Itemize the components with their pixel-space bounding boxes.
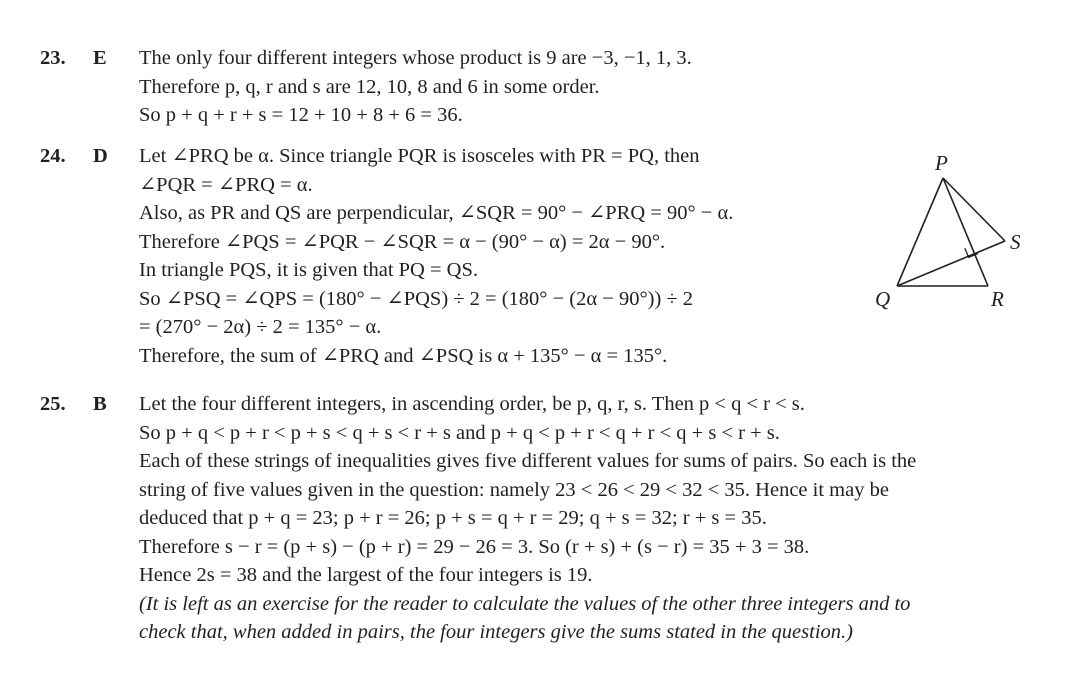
solution-line: string of five values given in the question: namely 23 < 26 < 29 < 32 < 35. Hence it may be bbox=[139, 478, 889, 501]
segment-pr bbox=[943, 178, 988, 286]
solution-line: Also, as PR and QS are perpendicular, ∠SQR = 90° − ∠PRQ = 90° − α. bbox=[139, 202, 734, 224]
solution-line: So p + q + r + s = 12 + 10 + 8 + 6 = 36. bbox=[139, 104, 463, 126]
problem-number: 23. bbox=[40, 47, 66, 69]
problem-number: 25. bbox=[40, 393, 66, 415]
solution-line: = (270° − 2α) ÷ 2 = 135° − α. bbox=[139, 316, 382, 338]
solution-line: So p + q < p + r < p + s < q + s < r + s and p + q < p + r < q + r < q + s < r + s. bbox=[139, 421, 780, 444]
answer-letter: B bbox=[93, 393, 107, 415]
solution-line: The only four different integers whose product is 9 are −3, −1, 1, 3. bbox=[139, 47, 692, 69]
solution-line: Let the four different integers, in ascending order, be p, q, r, s. Then p < q < r < s. bbox=[139, 393, 805, 415]
solution-text bbox=[139, 142, 839, 370]
solution-line: Hence 2s = 38 and the largest of the four integers is 19. bbox=[139, 564, 593, 586]
answer-letter: E bbox=[93, 47, 107, 69]
triangle-diagram bbox=[868, 150, 1038, 310]
vertex-label-s: S bbox=[1010, 230, 1021, 254]
solution-line: So ∠PSQ = ∠QPS = (180° − ∠PQS) ÷ 2 = (180° − (2α − 90°)) ÷ 2 bbox=[139, 287, 694, 310]
vertex-label-r: R bbox=[991, 287, 1004, 311]
solution-line: Let ∠PRQ be α. Since triangle PQR is isosceles with PR = PQ, then bbox=[139, 145, 700, 167]
solution-line: In triangle PQS, it is given that PQ = QS. bbox=[139, 259, 478, 281]
answer-letter: D bbox=[93, 145, 108, 167]
solution-text bbox=[139, 390, 1039, 647]
note-line: check that, when added in pairs, the four integers give the sums stated in the question.) bbox=[139, 621, 853, 643]
solution-line: Therefore p, q, r and s are 12, 10, 8 and 6 in some order. bbox=[139, 75, 600, 98]
vertex-label-q: Q bbox=[875, 287, 891, 311]
note-line: (It is left as an exercise for the reader to calculate the values of the other three integers and to bbox=[139, 592, 911, 615]
solution-line: Therefore ∠PQS = ∠PQR − ∠SQR = α − (90° − α) = 2α − 90°. bbox=[139, 230, 666, 253]
solution-line: ∠PQR = ∠PRQ = α. bbox=[139, 173, 313, 196]
solution-line: Each of these strings of inequalities gives five different values for sums of pairs. So each is the bbox=[139, 450, 917, 472]
problem-number: 24. bbox=[40, 145, 66, 167]
solution-line: Therefore s − r = (p + s) − (p + r) = 29 − 26 = 3. So (r + s) + (s − r) = 35 + 3 = 38. bbox=[139, 535, 810, 558]
solution-text bbox=[139, 44, 1039, 130]
vertex-label-p: P bbox=[935, 151, 948, 175]
solution-line: deduced that p + q = 23; p + r = 26; p + s = q + r = 29; q + s = 32; r + s = 35. bbox=[139, 507, 767, 529]
segment-ps bbox=[943, 178, 1005, 241]
solution-line: Therefore, the sum of ∠PRQ and ∠PSQ is α + 135° − α = 135°. bbox=[139, 344, 668, 367]
